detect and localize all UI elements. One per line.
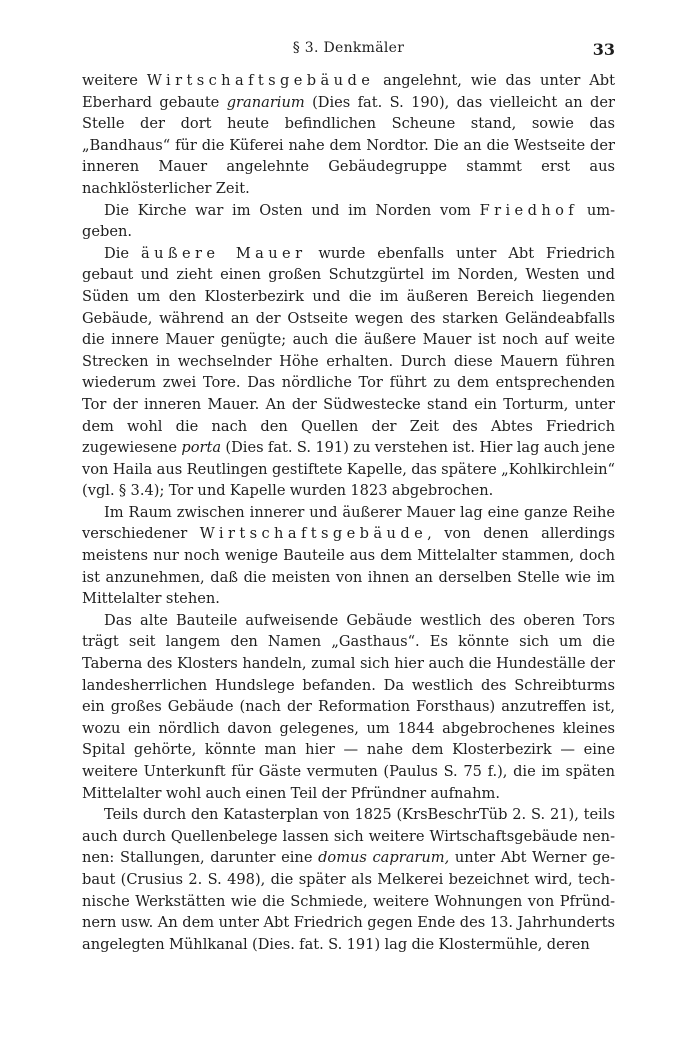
paragraph: [82, 610, 615, 804]
page-number: 33: [592, 40, 615, 59]
paragraph: [82, 804, 615, 955]
text-run: wurde ebenfalls unter Abt Friedrich gebaut und zieht einen großen Schutzgürtel im Norden, Westen und Süden um den Klosterbezirk und die im äußeren Bereich liegenden Gebäude, während an der Ostseite wegen des starken Geländeabfalls die innere Mauer genügte; auch die äußere Mauer ist noch auf weite Strecken in wechselnder Höhe erhalten. Durch diese Mauern führen wiederum zwei Tore. Das nördliche Tor führt zu dem entsprechenden Tor der inneren Mauer. An der Südwestecke stand ein Torturm, unter dem wohl die nach den Quellen der Zeit des Abtes Friedrich zugewiesene: [82, 244, 616, 457]
text-run: Teils durch den Katasterplan von 1825 (KrsBeschrTüb 2. S. 21), teils auch durch Quellenbelege lassen sich weitere Wirtschaftsgebäude nennen: Stallungen, darunter eine: [82, 806, 615, 867]
text-run: (Dies fat. S. 190), das vielleicht an der Stelle der dort heute befindlichen Scheune stand, sowie das „Bandhaus“ für die Küferei nahe dem Nordtor. Die an die Westseite der inneren Mauer angelehnte Gebäudegruppe stammt erst aus nachklösterlicher Zeit.: [82, 93, 615, 197]
running-head: § 3. Denkmäler: [292, 40, 405, 56]
page-header: [82, 40, 615, 62]
text-run: , von denen allerdings meistens nur noch wenige Bauteile aus dem Mittelalter stammen, doch ist anzunehmen, daß die meisten von ihnen an derselben Stelle wie im Mittelalter stehen.: [82, 525, 615, 608]
text-run: Die: [104, 244, 141, 262]
text-run: angelehnt, wie das unter Abt Eberhard gebaute: [82, 72, 615, 111]
italic-term: domus caprarum,: [318, 849, 450, 867]
paragraph: [82, 502, 615, 610]
italic-term: granarium: [226, 93, 305, 111]
paragraph: [82, 70, 615, 200]
text-run: (Dies fat. S. 191) zu verstehen ist. Hier lag auch jene von Haila aus Reutlingen gestiftete Kapelle, das spätere „Kohlkirchlein“ (vgl. § 3.4); Tor und Kapelle wurden 1823 abgebrochen.: [82, 439, 615, 500]
text-run: unter Abt Werner gebaut (Crusius 2. S. 498), die später als Melkerei bezeichnet wird, technische Werkstätten wie die Schmiede, weitere Wohnungen von Pfründnern usw. An dem unter Abt Friedrich gegen Ende des 13. Jahrhunderts angelegten Mühlkanal (Dies. fat. S. 191) lag die Klostermühle, deren: [82, 849, 615, 953]
body-text: [82, 70, 615, 955]
spaced-emphasis: Wirtschaftsgebäude: [146, 72, 375, 89]
paragraph: [82, 243, 615, 502]
text-run: Die Kirche war im Osten und im Norden vom: [104, 201, 480, 219]
italic-term: porta: [181, 439, 222, 457]
text-run: weitere: [82, 72, 147, 89]
text-run: Das alte Bauteile aufweisende Gebäude westlich des oberen Tors trägt seit langem den Namen „Gasthaus“. Es könnte sich um die Taberna des Klosters handeln, zumal sich hier auch die Hundeställe der landesherrlichen Hundslege befanden. Da westlich des Schreibturms ein großes Gebäude (nach der Reformation Forsthaus) anzutreffen ist, wozu ein nördlich davon gelegenes, um 1844 abgebrochenes kleines Spital gehörte, könnte man hier — nahe dem Klosterbezirk — eine weitere Unterkunft für Gäste vermuten (Paulus S. 75 f.), die im späten Mittelalter wohl auch einen Teil der Pfründner aufnahm.: [82, 611, 615, 802]
spaced-emphasis: Wirtschaftsgebäude: [199, 525, 428, 543]
text-run: Im Raum zwischen innerer und äußerer Mauer lag eine ganze Reihe verschiedener: [82, 503, 615, 543]
paragraph: [82, 200, 615, 243]
spaced-emphasis: äußere Mauer: [140, 244, 307, 262]
text-run: umgeben.: [82, 201, 616, 241]
spaced-emphasis: Friedhof: [479, 201, 579, 219]
